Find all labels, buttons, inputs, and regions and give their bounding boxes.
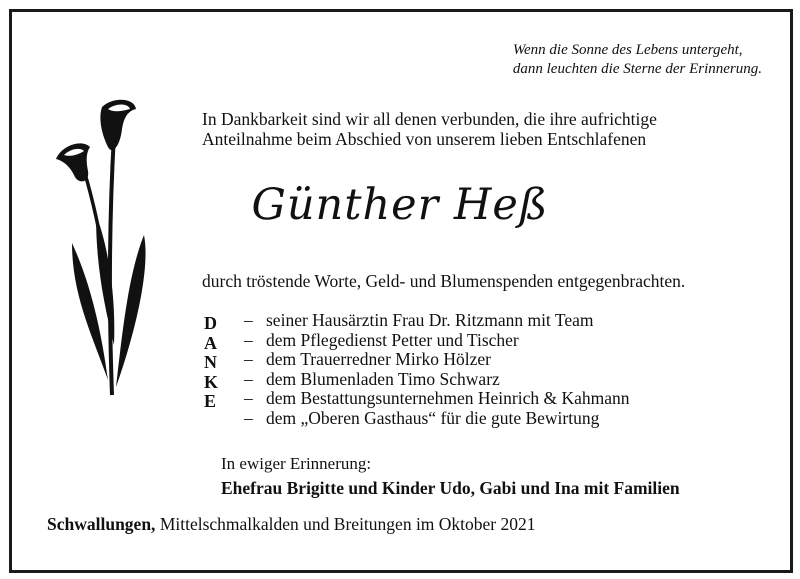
danke-letter: N: [204, 352, 217, 372]
place-rest: Mittelschmalkalden und Breitungen im Oktober 2021: [155, 514, 536, 534]
list-item: [244, 389, 630, 409]
thanks-text: seiner Hausärztin Frau Dr. Ritzmann mit Team: [266, 310, 594, 330]
family-signature: Ehefrau Brigitte und Kinder Udo, Gabi und Ina mit Familien: [221, 478, 680, 498]
dash: –: [244, 407, 253, 428]
deceased-name: Günther Heß: [251, 180, 549, 230]
quote-line: dann leuchten die Sterne der Erinnerung.: [512, 61, 762, 77]
memory-label: In ewiger Erinnerung:: [221, 454, 372, 473]
danke-letter: E: [204, 391, 217, 411]
danke-letter: A: [204, 332, 217, 353]
thanks-list: [244, 311, 630, 429]
list-item: [244, 409, 630, 429]
list-item: [244, 331, 630, 351]
thanks-text: dem Trauerredner Mirko Hölzer: [266, 349, 492, 370]
list-item: [244, 350, 630, 370]
thanks-text: dem „Oberen Gasthaus“ für die gute Bewirtung: [266, 407, 600, 428]
dash: –: [244, 349, 253, 370]
danke-letter: D: [204, 313, 217, 333]
after-name-text: durch tröstende Worte, Geld- und Blumenspenden entgegenbrachten.: [202, 271, 686, 291]
dash: –: [244, 388, 253, 409]
epigraph-quote: [513, 41, 762, 79]
dash: –: [244, 329, 253, 350]
place-bold: Schwallungen,: [47, 514, 156, 534]
thanks-text: dem Blumenladen Timo Schwarz: [266, 368, 500, 389]
thanks-text: dem Bestattungsunternehmen Heinrich & Kahmann: [266, 388, 630, 409]
quote-line: Wenn die Sonne des Lebens untergeht,: [512, 42, 743, 58]
place-date-line: [47, 514, 536, 535]
dash: –: [244, 368, 253, 389]
list-item: [244, 311, 630, 331]
calla-lily-icon: [52, 95, 157, 400]
list-item: [244, 370, 630, 390]
intro-line: Anteilnahme beim Abschied von unserem lieben Entschlafenen: [202, 129, 647, 149]
intro-text: [202, 109, 657, 149]
dash: –: [244, 310, 253, 330]
intro-line: In Dankbarkeit sind wir all denen verbunden, die ihre aufrichtige: [202, 109, 657, 129]
danke-vertical: [204, 314, 218, 412]
danke-letter: K: [204, 371, 219, 392]
thanks-text: dem Pflegedienst Petter und Tischer: [266, 329, 519, 350]
